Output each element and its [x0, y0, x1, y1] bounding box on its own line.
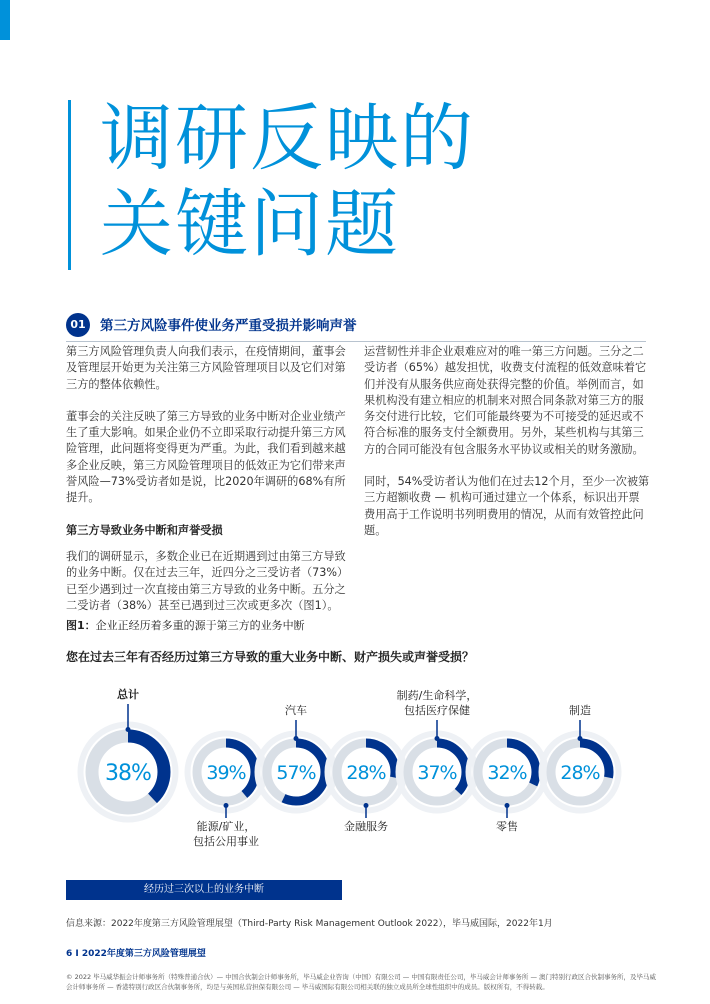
leader-dot [505, 803, 510, 808]
right-paragraph-2: 同时，54%受访者认为他们在过去12个月，至少一次被第三方超额收费 — 机构可通过建立一个体系，标识出开票费用高于工作说明书列明费用的情况，从而有效管控此问题。 [364, 475, 650, 537]
page-title [100, 96, 475, 268]
donut-5 [469, 734, 546, 834]
donut-category-label: 金融服务 [344, 820, 388, 833]
leader-dot [364, 803, 369, 808]
legend-label: 经历过三次以上的业务中断 [66, 880, 342, 900]
donut-2 [258, 704, 335, 811]
donut-4 [397, 688, 478, 811]
left-subheading: 第三方导致业务中断和声誉受损 [66, 523, 223, 537]
page-title-line-1: 调研反映的 [100, 96, 475, 181]
leader-dot [224, 803, 229, 808]
leader-dot [578, 736, 583, 741]
left-paragraph-3: 我们的调研显示，多数企业已在近期遇到过由第三方导致的业务中断。仅在过去三年，近四分之三受访者（73%）已至少遇到过一次直接由第三方导致的业务中断。五分之二受访者（38%）甚至已遇到过三次或更多次（图1）。 [66, 549, 349, 612]
donut-value-label: 57% [276, 762, 316, 784]
donut-value-label: 38% [105, 761, 151, 786]
donut-value-label: 28% [346, 762, 386, 784]
donut-category-label: 包括医疗保健 [404, 704, 470, 717]
donut-6 [542, 703, 619, 811]
donut-value-label: 37% [417, 762, 457, 784]
section-number-badge: 01 [66, 313, 90, 337]
leader-dot [435, 736, 440, 741]
donut-value-label: 32% [487, 762, 527, 784]
figure-caption-prefix: 图1： [66, 619, 96, 632]
donut-category-label: 包括公用事业 [193, 835, 259, 848]
donut-1 [188, 734, 265, 849]
leader-dot [126, 727, 131, 732]
page-title-line-2: 关键问题 [100, 182, 400, 267]
left-column [66, 344, 351, 630]
donut-category-label: 能源/矿业， [196, 820, 256, 833]
source-note: 信息来源：2022年度第三方风险管理展望（Third-Party Risk Management Outlook 2022），毕马威国际，2022年1月 [66, 919, 553, 929]
section-divider [66, 341, 646, 342]
section-title: 第三方风险事件使业务严重受损并影响声誉 [100, 318, 357, 334]
figure-caption [66, 617, 305, 633]
title-accent-line [68, 100, 71, 270]
donut-category-label: 总计 [117, 688, 139, 701]
donut-category-label: 汽车 [285, 704, 307, 717]
donut-0 [81, 687, 176, 820]
donut-category-label: 零售 [496, 820, 518, 833]
leader-dot [294, 736, 299, 741]
left-paragraph-1: 第三方风险管理负责人向我们表示，在疫情期间，董事会及管理层开始更为关注第三方风险管理项目以及它们对第三方的整体依赖性。 [66, 345, 346, 391]
donut-category-label: 制药/生命科学， [396, 689, 478, 702]
donut-value-label: 28% [560, 762, 600, 784]
top-accent-bar [0, 0, 10, 40]
footer-page-title: 6 I 2022年度第三方风险管理展望 [66, 949, 206, 959]
donut-chart [0, 680, 710, 870]
figure-caption-text: 企业正经历着多重的源于第三方的业务中断 [95, 619, 305, 632]
right-column [364, 344, 650, 555]
donut-3 [328, 734, 405, 834]
left-paragraph-2: 董事会的关注反映了第三方导致的业务中断对企业业绩产生了重大影响。如果企业仍不立即采取行动提升第三方风险管理，此问题将变得更为严重。为此，我们看到越来越多企业反映，第三方风险管理项目的低效正为它们带来声誉风险—73%受访者如是说，比2020年调研的68%有所提升。 [66, 409, 346, 505]
right-paragraph-1: 运营韧性并非企业艰难应对的唯一第三方问题。三分之二受访者（65%）越发担忧，收费支付流程的低效意味着它们并没有从服务供应商处获得完整的价值。举例而言，如果机构没有建立相应的机制来对照合同条款对第三方的服务交付进行比较，它们可能最终要为不可接受的延迟或不符合标准的服务支付全额费用。另外，某些机构与其第三方的合同可能没有包含服务水平协议或相关的财务激励。 [364, 345, 647, 456]
donut-value-label: 39% [206, 762, 246, 784]
copyright-notice: © 2022 毕马威华振会计师事务所（特殊普通合伙）— 中国合伙制会计师事务所，毕马威企业咨询（中国）有限公司 — 中国有限责任公司，毕马威会计师事务所 — 澳门特别行政区合伙制事务所，及毕马威会计师事务所 — 香港特别行政区合伙制事务所，均是与英国私营担保有限公司 — 毕马威国际有限公司相关联的独立成员所全球性组织中的成员。版权所有，不得转载。 [66, 973, 657, 991]
donut-category-label: 制造 [569, 704, 591, 717]
figure-question: 您在过去三年有否经历过第三方导致的重大业务中断、财产损失或声誉受损？ [66, 650, 475, 664]
